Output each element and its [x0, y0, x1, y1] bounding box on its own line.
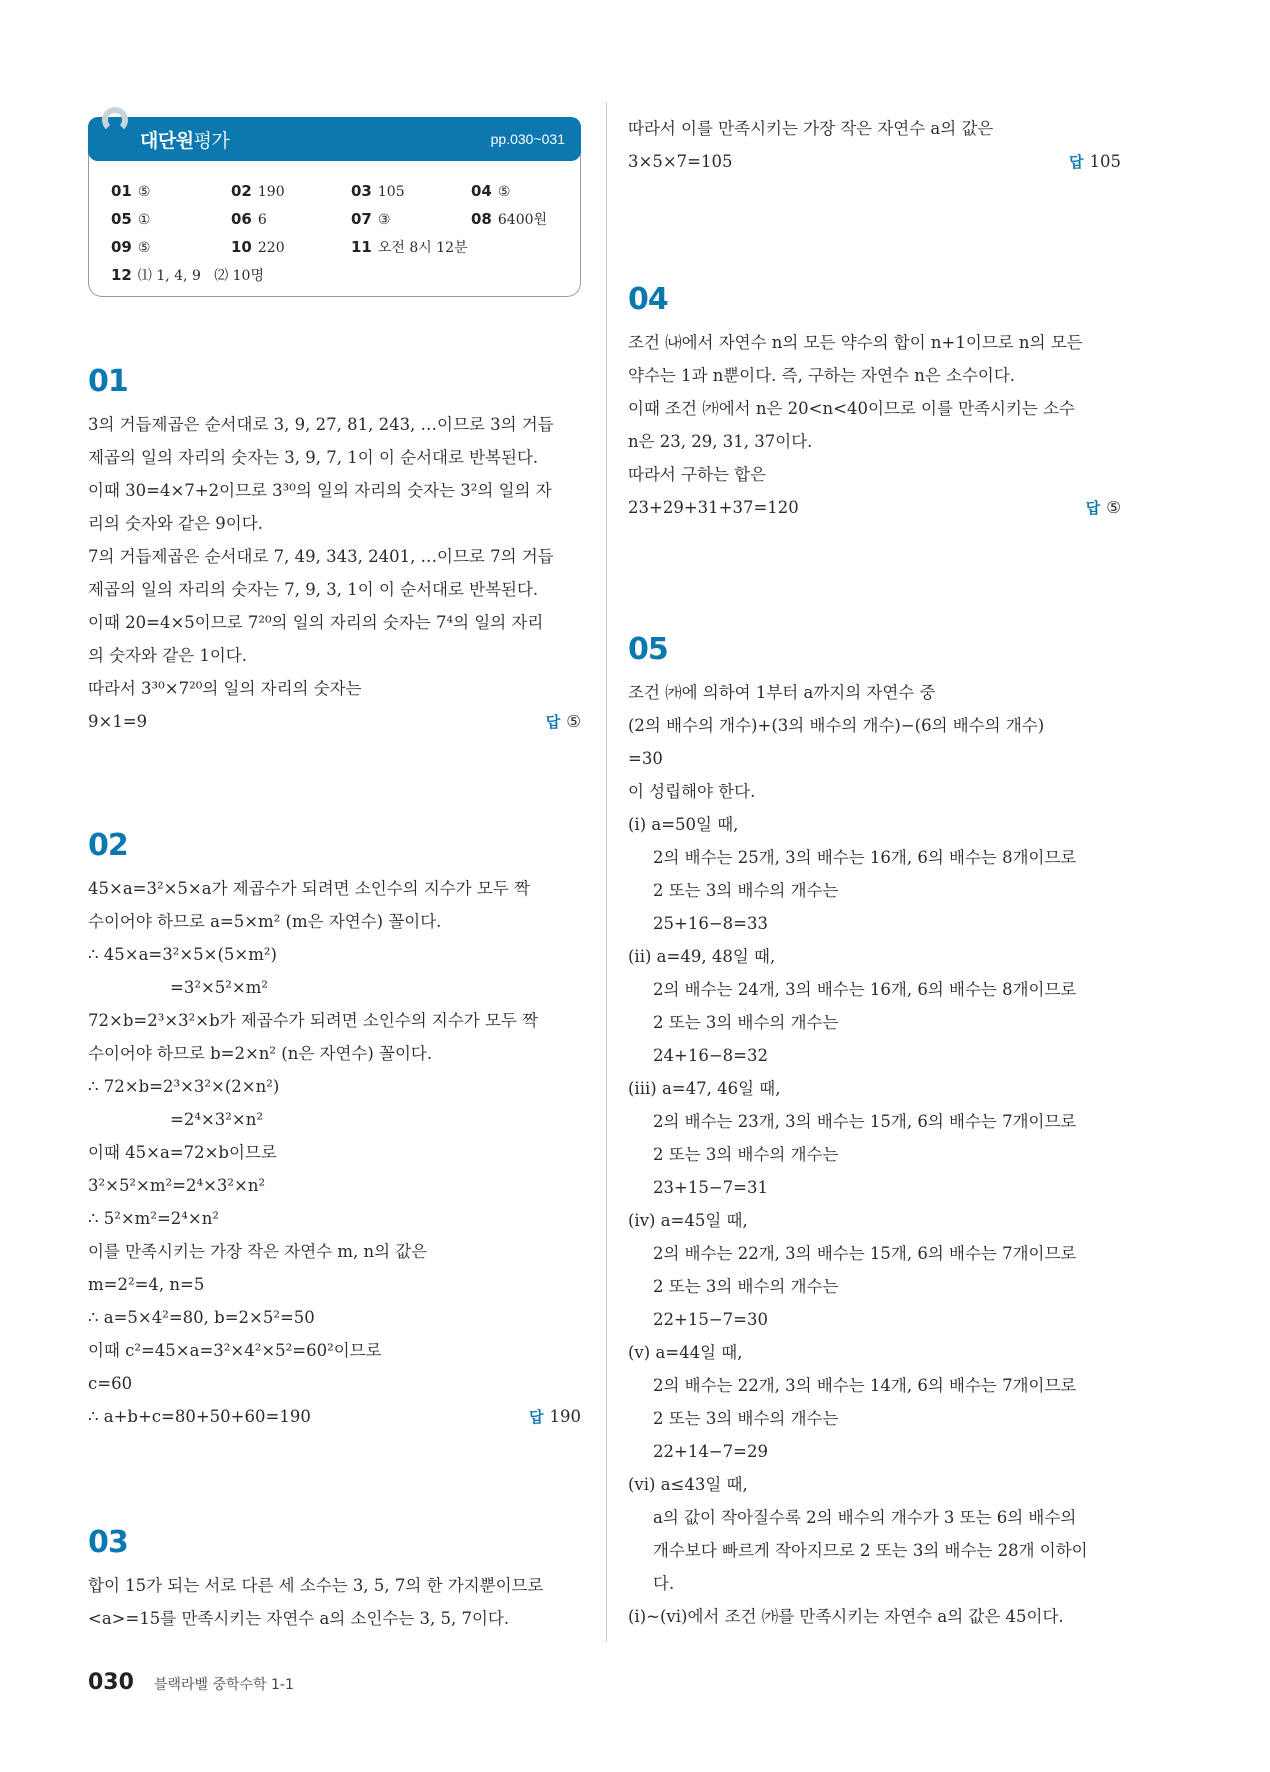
solution-line: 따라서 구하는 합은: [628, 465, 767, 484]
solution-line: 2의 배수는 23개, 3의 배수는 15개, 6의 배수는 7개이므로: [653, 1112, 1077, 1131]
answer-item: [351, 237, 591, 258]
solution-line: 이때 c²=45×a=3²×4²×5²=60²이므로: [88, 1341, 382, 1360]
solution-line: 2의 배수는 25개, 3의 배수는 16개, 6의 배수는 8개이므로: [653, 848, 1077, 867]
answer-item: [111, 265, 471, 286]
answer-item: [111, 181, 231, 202]
solution-line: n은 23, 29, 31, 37이다.: [628, 432, 813, 451]
solution-line: a의 값이 작아질수록 2의 배수의 개수가 3 또는 6의 배수의: [653, 1508, 1077, 1527]
solution-line: 2의 배수는 24개, 3의 배수는 16개, 6의 배수는 8개이므로: [653, 980, 1077, 999]
answer-number: 01: [111, 182, 132, 200]
case-heading: (iii) a=47, 46일 때,: [628, 1079, 781, 1098]
solution-line: 2의 배수는 22개, 3의 배수는 14개, 6의 배수는 7개이므로: [653, 1376, 1077, 1395]
solution-line: 이때 20=4×5이므로 7²⁰의 일의 자리의 숫자는 7⁴의 일의 자리: [88, 613, 544, 632]
answer-value: ①: [137, 212, 151, 228]
problem-number: 04: [628, 282, 668, 317]
solution-line: <a>=15를 만족시키는 자연수 a의 소인수는 3, 5, 7이다.: [88, 1609, 510, 1628]
problem-05: [628, 630, 1121, 1633]
answer-value: 190: [257, 184, 285, 200]
solution-line: 2 또는 3의 배수의 개수는: [653, 1409, 839, 1428]
answer-tag: [1069, 145, 1121, 179]
solution-line: ∴ 45×a=3²×5×(5×m²): [88, 945, 277, 964]
case-heading: (i) a=50일 때,: [628, 815, 739, 834]
solution-line: 수이어야 하므로 b=2×n² (n은 자연수) 꼴이다.: [88, 1044, 433, 1063]
solution-line: 개수보다 빠르게 작아지므로 2 또는 3의 배수는 28개 이하이: [653, 1541, 1088, 1560]
solution-line: ∴ 5²×m²=2⁴×n²: [88, 1209, 219, 1228]
solution-line: 3의 거듭제곱은 순서대로 3, 9, 27, 81, 243, …이므로 3의 거듭: [88, 415, 554, 434]
solution-line: 약수는 1과 n뿐이다. 즉, 구하는 자연수 n은 소수이다.: [628, 366, 1016, 385]
solution-line: 조건 ㈎에 의하여 1부터 a까지의 자연수 중: [628, 683, 936, 702]
answer-item: [231, 181, 351, 202]
answer-value: 220: [257, 240, 285, 256]
solution-line: 이 성립해야 한다.: [628, 782, 756, 801]
answer-number: 06: [231, 210, 252, 228]
answer-value: ⑤: [566, 712, 581, 731]
answer-number: 03: [351, 182, 372, 200]
solution-line: 23+15−7=31: [653, 1178, 768, 1197]
page-number: 030: [88, 1670, 134, 1695]
problem-04: [628, 280, 1121, 524]
solution-line: m=2²=4, n=5: [88, 1275, 205, 1294]
answer-value: 105: [1089, 152, 1121, 171]
problem-03: [88, 1523, 581, 1635]
answer-value: 190: [549, 1407, 581, 1426]
summary-title: [140, 126, 229, 153]
summary-title-bold: 대단원: [140, 129, 194, 152]
solution-line: 이때 30=4×7+2이므로 3³⁰의 일의 자리의 숫자는 3²의 일의 자: [88, 481, 552, 500]
answer-label: 답: [545, 713, 561, 731]
solution-line: 이때 조건 ㈎에서 n은 20<n<40이므로 이를 만족시키는 소수: [628, 399, 1075, 418]
problem-02: [88, 826, 581, 1433]
solution-line: 제곱의 일의 자리의 숫자는 3, 9, 7, 1이 이 순서대로 반복된다.: [88, 448, 539, 467]
solution-line-final: [628, 491, 1121, 524]
answer-item: [111, 237, 231, 258]
problem-number: 05: [628, 632, 668, 667]
answer-number: 07: [351, 210, 372, 228]
final-equation: 9×1=9: [88, 712, 148, 731]
case-heading: (ii) a=49, 48일 때,: [628, 947, 776, 966]
case-heading: (v) a=44일 때,: [628, 1343, 743, 1362]
answer-label: 답: [529, 1408, 544, 1426]
solution-line: 2 또는 3의 배수의 개수는: [653, 1013, 839, 1032]
answer-value: 오전 8시 12분: [377, 240, 468, 256]
case-heading: (vi) a≤43일 때,: [628, 1475, 748, 1494]
answer-value: 105: [377, 184, 405, 200]
answer-number: 05: [111, 210, 132, 228]
answer-summary-box: [88, 117, 581, 297]
solution-line: 합이 15가 되는 서로 다른 세 소수는 3, 5, 7의 한 가지뿐이므로: [88, 1576, 544, 1595]
solution-line: 조건 ㈏에서 자연수 n의 모든 약수의 합이 n+1이므로 n의 모든: [628, 333, 1083, 352]
answer-value: ⑤: [497, 184, 511, 200]
answer-value: ⑴ 1, 4, 9 ⑵ 10명: [137, 268, 264, 284]
summary-header: [88, 117, 581, 161]
solution-line: 72×b=2³×3²×b가 제곱수가 되려면 소인수의 지수가 모두 짝: [88, 1011, 539, 1030]
solution-line: 2 또는 3의 배수의 개수는: [653, 881, 839, 900]
solution-line: =2⁴×3²×n²: [170, 1110, 263, 1129]
solution-line: ∴ 72×b=2³×3²×(2×n²): [88, 1077, 280, 1096]
solution-line: 이를 만족시키는 가장 작은 자연수 m, n의 값은: [88, 1242, 428, 1261]
solution-line: =30: [628, 749, 663, 768]
solution-line: ∴ a=5×4²=80, b=2×5²=50: [88, 1308, 315, 1327]
solution-line: 이때 45×a=72×b이므로: [88, 1143, 277, 1162]
answer-item: [351, 181, 471, 202]
answer-label: 답: [1085, 499, 1101, 517]
answer-tag: [529, 1400, 581, 1434]
book-title: 블랙라벨 중학수학 1-1: [153, 1677, 294, 1693]
solution-line-final: [88, 1400, 581, 1433]
final-equation: 23+29+31+37=120: [628, 498, 799, 517]
final-equation: 3×5×7=105: [628, 152, 733, 171]
answer-item: [471, 209, 591, 230]
solution-line: c=60: [88, 1374, 133, 1393]
final-equation: ∴ a+b+c=80+50+60=190: [88, 1407, 311, 1426]
case-heading: (iv) a=45일 때,: [628, 1211, 748, 1230]
solution-line: 의 숫자와 같은 1이다.: [88, 646, 247, 665]
answer-number: 10: [231, 238, 252, 256]
answer-value: ⑤: [137, 240, 151, 256]
answer-item: [351, 209, 471, 230]
solution-line: 22+15−7=30: [653, 1310, 768, 1329]
ring-icon: [102, 107, 128, 133]
answer-value: 6400원: [497, 212, 548, 228]
solution-line: 22+14−7=29: [653, 1442, 768, 1461]
problem-number: 03: [88, 1525, 128, 1560]
solution-line: 45×a=3²×5×a가 제곱수가 되려면 소인수의 지수가 모두 짝: [88, 879, 530, 898]
solution-line: 리의 숫자와 같은 9이다.: [88, 514, 263, 533]
solution-line-final: [88, 705, 581, 738]
answer-item: [231, 209, 351, 230]
summary-title-light: 평가: [193, 129, 230, 152]
solution-line: 25+16−8=33: [653, 914, 768, 933]
answer-item: [231, 237, 351, 258]
problem-01: [88, 362, 581, 738]
answer-number: 09: [111, 238, 132, 256]
solution-line-final: [628, 145, 1121, 178]
answer-value: ③: [377, 212, 391, 228]
solution-line: 2 또는 3의 배수의 개수는: [653, 1145, 839, 1164]
answer-value: ⑤: [1106, 498, 1121, 517]
solution-line: 3²×5²×m²=2⁴×3²×n²: [88, 1176, 266, 1195]
solution-line: 따라서 3³⁰×7²⁰의 일의 자리의 숫자는: [88, 679, 362, 698]
page-footer: [88, 1670, 294, 1695]
solution-line: (2의 배수의 개수)+(3의 배수의 개수)−(6의 배수의 개수): [628, 716, 1045, 735]
answer-number: 04: [471, 182, 492, 200]
answer-tag: [546, 705, 581, 739]
answer-value: ⑤: [137, 184, 151, 200]
answer-number: 11: [351, 238, 372, 256]
answer-tag: [1086, 491, 1121, 525]
solution-line: 다.: [653, 1574, 675, 1593]
answer-number: 02: [231, 182, 252, 200]
problem-number: 02: [88, 828, 128, 863]
answer-value: 6: [257, 212, 267, 228]
summary-page-range: pp.030~031: [490, 131, 565, 147]
problem-03-continued: [628, 112, 1121, 178]
answer-number: 08: [471, 210, 492, 228]
solution-line: =3²×5²×m²: [170, 978, 268, 997]
answer-item: [111, 209, 231, 230]
solution-line: 2의 배수는 22개, 3의 배수는 15개, 6의 배수는 7개이므로: [653, 1244, 1077, 1263]
column-divider: [606, 102, 607, 1642]
conclusion-line: (i)~(vi)에서 조건 ㈎를 만족시키는 자연수 a의 값은 45이다.: [628, 1607, 1064, 1626]
solution-line: 따라서 이를 만족시키는 가장 작은 자연수 a의 값은: [628, 119, 994, 138]
solution-line: 7의 거듭제곱은 순서대로 7, 49, 343, 2401, …이므로 7의 거듭: [88, 547, 554, 566]
problem-number: 01: [88, 364, 128, 399]
answer-label: 답: [1069, 153, 1084, 171]
solution-line: 24+16−8=32: [653, 1046, 768, 1065]
solution-line: 2 또는 3의 배수의 개수는: [653, 1277, 839, 1296]
solution-line: 제곱의 일의 자리의 숫자는 7, 9, 3, 1이 이 순서대로 반복된다.: [88, 580, 539, 599]
answer-item: [471, 181, 591, 202]
summary-answers: [88, 147, 581, 297]
solution-line: 수이어야 하므로 a=5×m² (m은 자연수) 꼴이다.: [88, 912, 442, 931]
answer-number: 12: [111, 266, 132, 284]
